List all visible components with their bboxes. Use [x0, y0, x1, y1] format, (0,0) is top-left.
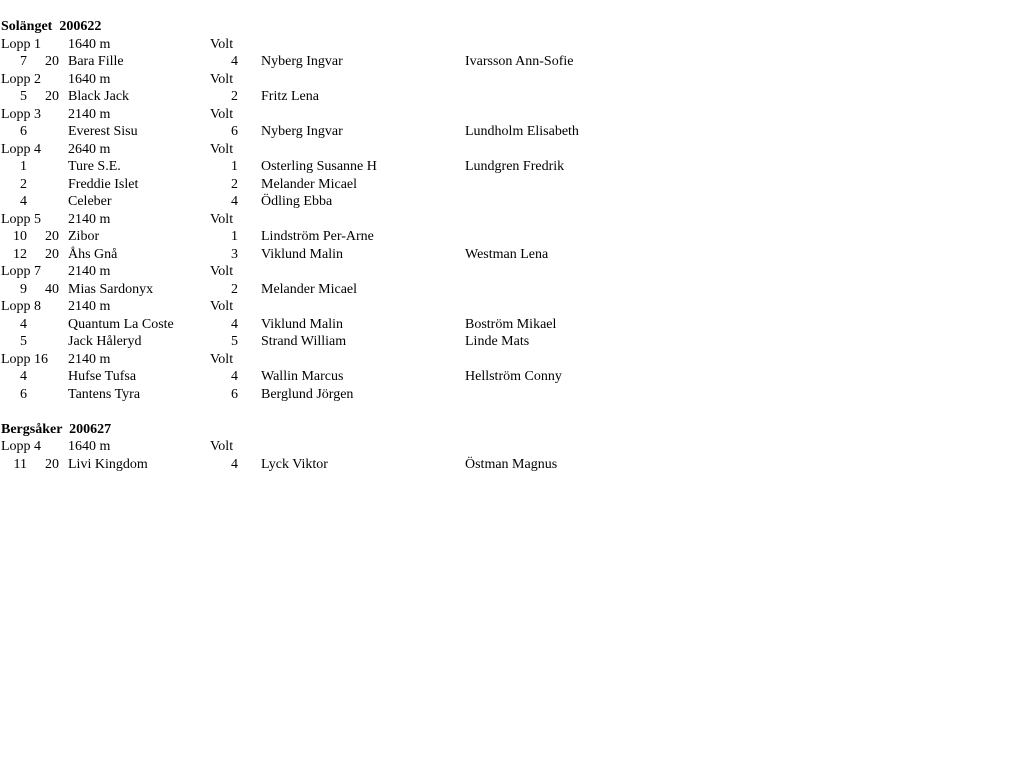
horse-name: Jack Håleryd	[68, 334, 142, 349]
driver-name: Melander Micael	[261, 281, 358, 297]
horse-name: Tantens Tyra	[68, 386, 141, 402]
post-position: 2	[231, 89, 238, 104]
entry-row	[0, 193, 1024, 211]
race-number: Lopp 5	[1, 211, 42, 227]
post-position: 2	[231, 281, 238, 297]
driver-name: Viklund Malin	[261, 246, 343, 262]
race-header-row	[0, 263, 1024, 281]
horse-name: Bara Fille	[68, 54, 124, 69]
horse-name: Åhs Gnå	[68, 246, 118, 262]
start-method: Volt	[210, 299, 234, 314]
horse-name: Black Jack	[68, 89, 130, 104]
trainer-name: Westman Lena	[465, 246, 549, 262]
race-header-row	[0, 298, 1024, 316]
entry-row	[0, 456, 1024, 474]
race-distance: 1640 m	[68, 36, 111, 52]
entry-number: 9	[20, 281, 27, 297]
race-header-row	[0, 211, 1024, 229]
start-method: Volt	[210, 264, 234, 279]
driver-name: Viklund Malin	[261, 316, 343, 332]
start-method: Volt	[210, 141, 234, 157]
section-spacer	[0, 403, 1024, 421]
race-distance: 2140 m	[68, 106, 111, 122]
race-number: Lopp 8	[1, 299, 42, 314]
entry-number: 4	[20, 369, 27, 384]
start-method: Volt	[210, 439, 234, 454]
driver-name: Strand William	[261, 334, 347, 349]
entry-row	[0, 53, 1024, 71]
race-distance: 1640 m	[68, 439, 111, 454]
entry-note: 20	[45, 456, 59, 472]
start-method: Volt	[210, 211, 234, 227]
horse-name: Zibor	[68, 229, 100, 244]
entry-row	[0, 281, 1024, 299]
post-position: 4	[231, 194, 238, 209]
trainer-name: Ivarsson Ann-Sofie	[465, 54, 574, 69]
race-number: Lopp 2	[1, 71, 42, 87]
trainer-name: Lundholm Elisabeth	[465, 124, 579, 139]
entry-note: 20	[45, 89, 59, 104]
entry-number: 7	[20, 54, 27, 69]
horse-name: Quantum La Coste	[68, 316, 174, 332]
entry-note: 40	[45, 281, 59, 297]
driver-name: Lindström Per-Arne	[261, 229, 374, 244]
driver-name: Fritz Lena	[261, 89, 319, 104]
meeting-title: Bergsåker 200627	[1, 421, 112, 437]
horse-name: Mias Sardonyx	[68, 281, 154, 297]
trainer-name: Lundgren Fredrik	[465, 159, 565, 174]
race-distance: 2140 m	[68, 211, 111, 227]
trainer-name: Östman Magnus	[465, 456, 558, 472]
entry-number: 4	[20, 316, 27, 332]
trainer-name: Boström Mikael	[465, 316, 557, 332]
post-position: 6	[231, 124, 238, 139]
horse-name: Ture S.E.	[68, 159, 121, 174]
entry-number: 1	[20, 159, 27, 174]
entry-row	[0, 176, 1024, 194]
entry-note: 20	[45, 54, 59, 69]
start-method: Volt	[210, 71, 234, 87]
driver-name: Berglund Jörgen	[261, 386, 354, 402]
meeting-title: Solänget 200622	[1, 19, 102, 34]
race-distance: 2140 m	[68, 351, 111, 367]
driver-name: Nyberg Ingvar	[261, 124, 343, 139]
post-position: 1	[231, 159, 238, 174]
trainer-name: Hellström Conny	[465, 369, 562, 384]
entry-number: 11	[13, 456, 27, 472]
race-distance: 2140 m	[68, 299, 111, 314]
race-number: Lopp 4	[1, 439, 42, 454]
race-header-row	[0, 141, 1024, 159]
post-position: 6	[231, 386, 238, 402]
entry-row	[0, 123, 1024, 141]
start-method: Volt	[210, 36, 234, 52]
start-method: Volt	[210, 106, 234, 122]
race-header-row	[0, 438, 1024, 456]
entry-row	[0, 228, 1024, 246]
horse-name: Everest Sisu	[68, 124, 138, 139]
race-number: Lopp 3	[1, 106, 42, 122]
trainer-name: Linde Mats	[465, 334, 530, 349]
race-number: Lopp 4	[1, 141, 42, 157]
driver-name: Wallin Marcus	[261, 369, 344, 384]
entry-row	[0, 88, 1024, 106]
entry-number: 2	[20, 176, 27, 192]
driver-name: Melander Micael	[261, 176, 358, 192]
post-position: 5	[231, 334, 238, 349]
driver-name: Osterling Susanne H	[261, 159, 377, 174]
race-distance: 2640 m	[68, 141, 111, 157]
race-number: Lopp 16	[1, 351, 49, 367]
entry-number: 6	[20, 124, 27, 139]
entry-row	[0, 386, 1024, 404]
post-position: 3	[231, 246, 238, 262]
horse-name: Freddie Islet	[68, 176, 139, 192]
entry-row	[0, 246, 1024, 264]
race-distance: 2140 m	[68, 264, 111, 279]
race-header-row	[0, 36, 1024, 54]
post-position: 4	[231, 456, 238, 472]
entry-number: 5	[20, 89, 27, 104]
entry-number: 6	[20, 386, 27, 402]
post-position: 4	[231, 54, 238, 69]
horse-name: Celeber	[68, 194, 112, 209]
entry-number: 10	[13, 229, 27, 244]
entry-number: 4	[20, 194, 27, 209]
race-number: Lopp 1	[1, 36, 42, 52]
race-number: Lopp 7	[1, 264, 42, 279]
entry-row	[0, 316, 1024, 334]
post-position: 4	[231, 369, 238, 384]
race-header-row	[0, 351, 1024, 369]
entry-row	[0, 368, 1024, 386]
horse-name: Hufse Tufsa	[68, 369, 137, 384]
race-header-row	[0, 71, 1024, 89]
race-entries-document	[0, 18, 1024, 473]
post-position: 1	[231, 229, 238, 244]
entry-note: 20	[45, 229, 59, 244]
start-method: Volt	[210, 351, 234, 367]
entry-number: 12	[13, 246, 27, 262]
entry-number: 5	[20, 334, 27, 349]
driver-name: Ödling Ebba	[261, 194, 333, 209]
race-header-row	[0, 106, 1024, 124]
entry-row	[0, 158, 1024, 176]
post-position: 2	[231, 176, 238, 192]
race-distance: 1640 m	[68, 71, 111, 87]
horse-name: Livi Kingdom	[68, 456, 148, 472]
entry-note: 20	[45, 246, 59, 262]
post-position: 4	[231, 316, 238, 332]
driver-name: Nyberg Ingvar	[261, 54, 343, 69]
driver-name: Lyck Viktor	[261, 456, 328, 472]
entry-row	[0, 333, 1024, 351]
